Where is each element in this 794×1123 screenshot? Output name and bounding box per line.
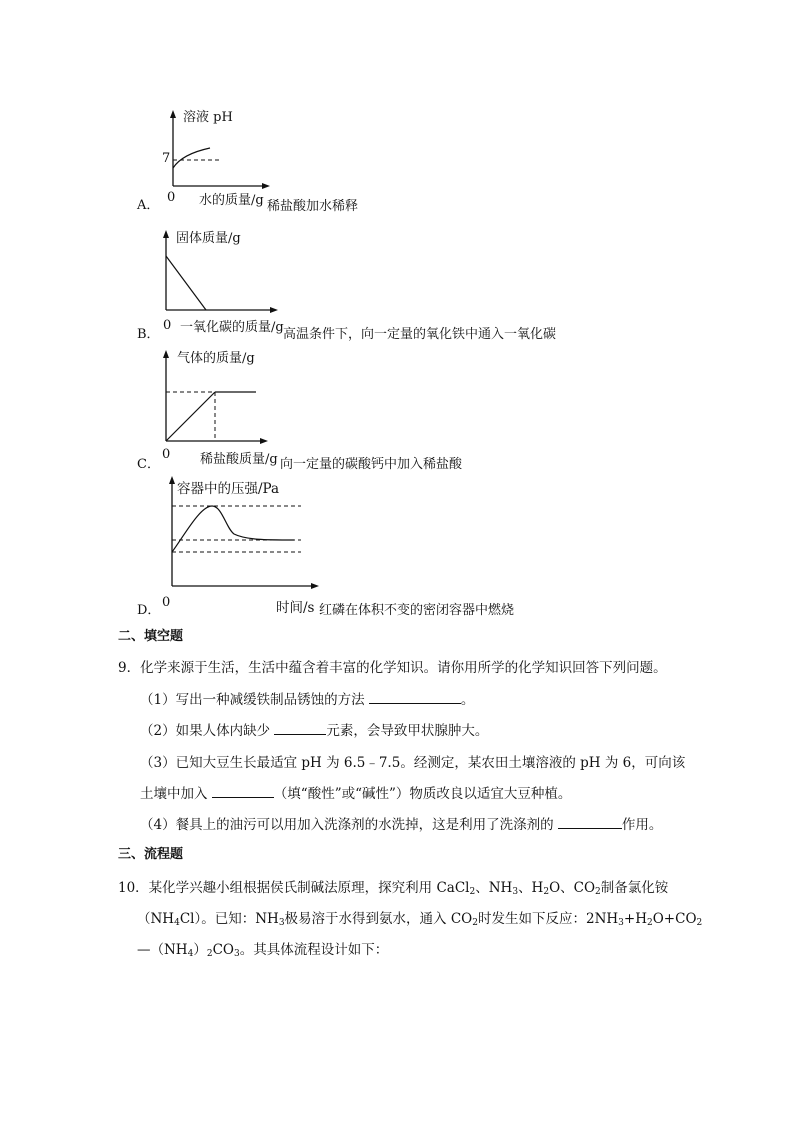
option-d-x-arrow-icon: [311, 583, 319, 589]
q10-sub: 2: [647, 918, 653, 928]
option-b-origin: 0: [163, 318, 172, 333]
q10-sub: 2: [206, 949, 213, 959]
q10-text-1d: O、CO: [549, 880, 596, 896]
option-c-rising-line: [166, 392, 215, 441]
option-b-x-arrow-icon: [270, 307, 278, 313]
q10-text-1a: 10．某化学兴趣小组根据侯氏制碱法原理，探究利用 CaCl: [118, 880, 470, 896]
q10-line2: [137, 907, 702, 928]
q10-sub: 2: [472, 918, 478, 928]
option-a-origin: 0: [167, 190, 176, 205]
q9-part1-blank[interactable]: [369, 689, 461, 704]
option-c-caption: 向一定量的碳酸钙中加入稀盐酸: [280, 457, 463, 472]
q10-sub: 4: [187, 949, 194, 959]
q10-text-2f: O+CO: [652, 911, 697, 927]
q10-sub: 3: [233, 949, 240, 959]
option-d-graph: [166, 476, 336, 596]
option-d-caption: 红磷在体积不变的密闭容器中燃烧: [319, 603, 515, 618]
q9-part4: [140, 813, 662, 833]
q10-sub: 3: [278, 918, 285, 928]
q9-part3-blank[interactable]: [212, 783, 274, 798]
q10-text-3b: ）: [193, 942, 207, 958]
q10-text-1c: 、H: [518, 880, 544, 896]
option-c-y-axis-label: 气体的质量/g: [177, 351, 255, 366]
option-d-y-arrow-icon: [169, 476, 175, 484]
option-d-pressure-curve: [172, 506, 294, 552]
q10-line1: [118, 876, 668, 897]
q9-part2: [140, 719, 488, 739]
q10-sub: 2: [469, 887, 476, 897]
q10-text-1e: 制备氯化铵: [600, 880, 669, 896]
q9-part3-end: （填“酸性”或“碱性”）物质改良以适宜大豆种植。: [273, 786, 572, 802]
option-a-y7-label: 7: [162, 151, 171, 166]
section-heading-flow: 三、流程题: [118, 847, 184, 862]
option-a-curve: [173, 148, 210, 168]
option-d-letter: D．: [137, 603, 161, 618]
q10-text-2a: （NH: [137, 911, 175, 927]
q10-sub: 3: [618, 918, 624, 928]
option-a-letter: A．: [137, 198, 160, 213]
option-d-x-axis-label: 时间/s: [276, 600, 315, 616]
option-b-x-axis-label: 一氧化碳的质量/g: [180, 320, 284, 335]
option-c-y-arrow-icon: [163, 350, 169, 358]
option-b-letter: B．: [137, 327, 160, 342]
option-b-caption: 高温条件下，向一定量的氧化铁中通入一氧化碳: [283, 327, 557, 342]
q10-text-2b: Cl）。已知：NH: [179, 911, 279, 927]
q10-sub: 2: [595, 887, 601, 897]
q9-part2-end: 元素，会导致甲状腺肿大。: [326, 723, 489, 739]
q9-stem: 9．化学来源于生活，生活中蕴含着丰富的化学知识。请你用所学的化学知识回答下列问题。: [118, 660, 667, 676]
q9-part2-blank[interactable]: [274, 720, 326, 735]
option-c-origin: 0: [162, 447, 171, 462]
q9-part4-end: 作用。: [621, 817, 663, 833]
option-a-y-arrow-icon: [170, 110, 176, 118]
option-b-line: [166, 256, 206, 310]
option-c-x-axis-label: 稀盐酸质量/g: [200, 452, 278, 467]
option-a-caption: 稀盐酸加水稀释: [267, 199, 359, 214]
q10-text-3d: 。其具体流程设计如下：: [239, 942, 389, 958]
q9-part1-end: 。: [460, 692, 475, 708]
q10-text-3a: —（NH: [137, 942, 188, 958]
option-c-x-arrow-icon: [260, 438, 268, 444]
option-d-y-axis-label: 容器中的压强/Pa: [177, 481, 280, 497]
option-c-letter: C．: [137, 457, 160, 472]
q9-part3-line1: （3）已知大豆生长最适宜 pH 为 6.5﹣7.5。经测定，某农田土壤溶液的 pH 为 6，可向该: [140, 755, 686, 771]
option-d-origin: 0: [162, 595, 171, 610]
section-heading-fill-in: 二、填空题: [118, 629, 184, 644]
q9-part4-blank[interactable]: [558, 814, 622, 829]
q9-part4-text: （4）餐具上的油污可以用加入洗涤剂的水洗掉，这是利用了洗涤剂的: [140, 817, 558, 833]
q10-sub: 2: [543, 887, 550, 897]
q10-text-3c: CO: [212, 942, 234, 958]
q9-part3-line2: [140, 782, 571, 802]
q10-sub: 3: [512, 887, 519, 897]
q10-text-2d: 时发生如下反应：2NH: [477, 911, 619, 927]
q9-part2-text: （2）如果人体内缺少: [140, 723, 275, 739]
q10-text-2e: +H: [623, 911, 647, 927]
option-b-y-axis-label: 固体质量/g: [176, 231, 241, 246]
q10-text-1b: 、NH: [475, 880, 513, 896]
q9-part1: [140, 688, 474, 708]
q10-text-2c: 极易溶于水得到氨水，通入 CO: [284, 911, 473, 927]
option-a-y-axis-label: 溶液 pH: [183, 110, 233, 125]
q9-part1-text: （1）写出一种减缓铁制品锈蚀的方法: [140, 692, 369, 708]
q9-part3-text: 土壤中加入: [140, 786, 212, 802]
q10-sub: 2: [696, 918, 703, 928]
q10-line3: [137, 938, 388, 959]
q10-sub: 4: [174, 918, 180, 928]
option-c-graph: [160, 350, 320, 460]
option-b-y-arrow-icon: [163, 230, 169, 238]
option-a-x-axis-label: 水的质量/g: [199, 193, 264, 208]
